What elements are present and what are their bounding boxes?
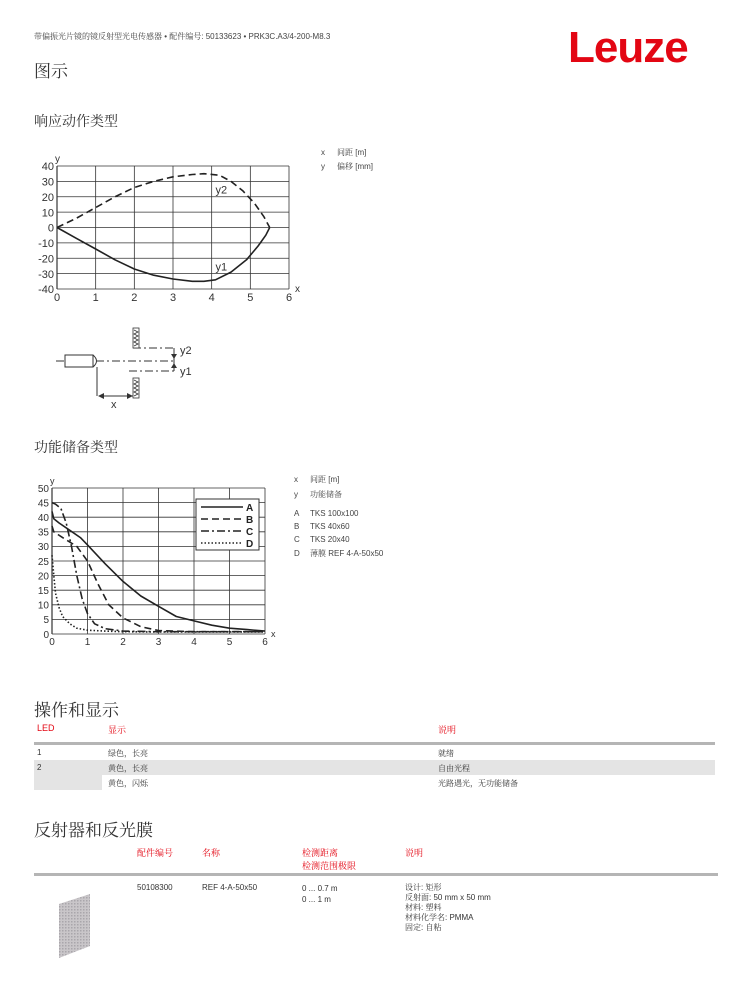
merged-led-cell [34,775,102,790]
legend-key: D [294,549,300,558]
x-tick-label: 1 [92,292,99,304]
table-row [34,760,715,775]
reserve-chart [0,468,290,658]
y-tick-label: 0 [43,629,49,641]
legend-item [294,509,383,518]
description-line: 固定: 自粘 [405,923,442,932]
legend-item [321,147,373,158]
led-number: 1 [37,748,42,757]
x-tick-label: 4 [208,292,215,304]
sensor-lens [93,355,97,367]
y-tick-label: -10 [38,238,54,251]
curve-label-y1: y1 [215,261,228,274]
reflector-description [405,883,491,933]
legend-key: A [294,509,300,518]
legend-key: C [294,535,300,544]
column-header-description: 说明 [438,725,457,735]
legend-label-D: D [246,539,254,550]
arrow-left-icon [98,393,104,399]
label-x: x [111,399,117,411]
y-tick-label: 20 [37,571,49,583]
description-line: 设计: 矩形 [405,883,442,892]
description-line: 材料化学名: PMMA [405,913,474,922]
legend-item [294,474,383,485]
y-tick-label: -30 [38,268,54,281]
response-legend [321,147,373,172]
led-meaning: 光路遇光，无功能储备 [438,779,518,788]
x-tick-label: 6 [262,637,268,648]
offset-schematic-diagram [40,318,240,418]
legend-key: y [321,162,325,171]
x-axis-label: x [271,629,276,639]
table-header-divider [34,873,718,876]
y-tick-label: 10 [37,600,49,612]
legend-key: x [294,475,298,484]
y-tick-label: -40 [38,284,54,297]
legend-label-C: C [246,527,254,538]
curve-label-y2: y2 [215,184,228,197]
arrow-right-icon [127,393,133,399]
y-tick-label: 35 [37,527,49,539]
column-header-name: 名称 [202,848,221,858]
description-line: 材料: 塑料 [405,903,442,912]
x-tick-label: 3 [155,637,162,648]
leuze-logo: Leuze [568,23,688,72]
reflector-part-no: 50108300 [137,883,173,892]
legend-label: 功能储备 [310,490,342,499]
detection-range-limit: 0 ... 1 m [302,895,331,904]
legend-key: B [294,522,300,531]
page-title: 图示 [34,62,68,81]
y-tick-label: 30 [37,542,49,554]
column-header-led: LED [37,723,55,733]
reflector-foil-image [56,894,92,963]
column-header-part-no: 配件编号 [137,848,174,858]
x-tick-label: 0 [49,637,55,648]
y-tick-label: 15 [37,586,49,597]
reserve-legend [294,474,383,559]
y-tick-label: 10 [41,207,54,220]
label-y1: y1 [180,366,192,378]
led-display: 黄色，闪烁 [108,779,148,788]
column-header-display: 显示 [108,725,127,735]
x-tick-label: 5 [247,292,254,304]
legend-label-B: B [246,515,254,526]
legend-label: TKS 20x40 [310,535,350,544]
legend-label: 间距 [m] [310,475,340,484]
x-tick-label: 6 [285,292,293,304]
led-display: 黄色，长亮 [108,764,148,773]
description-line: 反射面: 50 mm x 50 mm [405,893,491,902]
y-axis-label: y [50,476,55,486]
led-number: 2 [37,763,42,772]
legend-item [294,548,383,559]
legend-label: 偏移 [mm] [337,162,373,171]
sensor-body [65,355,93,367]
y-axis-label: y [55,154,60,165]
column-header-range [302,846,356,872]
y-tick-label: 20 [41,191,54,204]
section-title-response: 响应动作类型 [34,113,118,129]
y-tick-label: 45 [37,498,49,510]
x-tick-label: 4 [191,637,197,648]
legend-item [294,522,383,531]
x-tick-label: 2 [120,637,126,648]
legend-label: TKS 100x100 [310,509,359,518]
range-header-line2: 检测范围极限 [302,861,357,871]
y-tick-label: 50 [37,483,49,495]
y-tick-label: 0 [47,222,54,235]
led-meaning: 就绪 [438,749,454,758]
table-row [34,775,715,790]
y-tick-label: 5 [43,615,49,627]
detection-range: 0 ... 0.7 m [302,884,338,893]
y-tick-label: 40 [37,513,49,524]
legend-item [321,161,373,172]
column-header-description: 说明 [405,848,424,858]
legend-item [294,535,383,544]
section-title-reserve: 功能储备类型 [34,439,118,455]
x-tick-label: 5 [226,637,233,648]
led-meaning: 自由光程 [438,764,470,773]
response-chart [0,140,320,310]
y-tick-label: 30 [41,176,54,189]
reflector-range [302,883,338,905]
range-header-line1: 检测距离 [302,848,339,858]
x-tick-label: 3 [169,292,177,304]
x-tick-label: 0 [53,292,61,304]
document-subtitle: 带偏振光片镜的镜反射型光电传感器 • 配件编号: 50133623 • PRK3C.A3/4-200-M8.3 [34,32,331,41]
legend-key: y [294,490,298,499]
legend-label: 薄膜 REF 4-A-50x50 [310,549,384,558]
legend-label: TKS 40x60 [310,522,350,531]
x-tick-label: 2 [131,292,138,304]
led-display: 绿色，长亮 [108,749,148,758]
arrow-up-icon [171,363,177,368]
legend-label: 间距 [m] [337,148,367,157]
x-axis-label: x [295,284,300,295]
y-tick-label: 40 [41,161,54,174]
y-tick-label: -20 [38,253,54,266]
reflector-name: REF 4-A-50x50 [202,883,258,892]
label-y2: y2 [180,345,192,357]
section-title-reflectors: 反射器和反光膜 [34,821,153,840]
x-tick-label: 1 [84,637,91,648]
y-tick-label: 25 [37,556,49,568]
section-title-operation: 操作和显示 [34,701,119,720]
chart-legend [196,499,259,550]
arrow-down-icon [171,354,177,359]
legend-item [294,489,383,500]
table-row [34,745,715,760]
legend-key: x [321,148,325,157]
legend-label-A: A [246,503,254,514]
